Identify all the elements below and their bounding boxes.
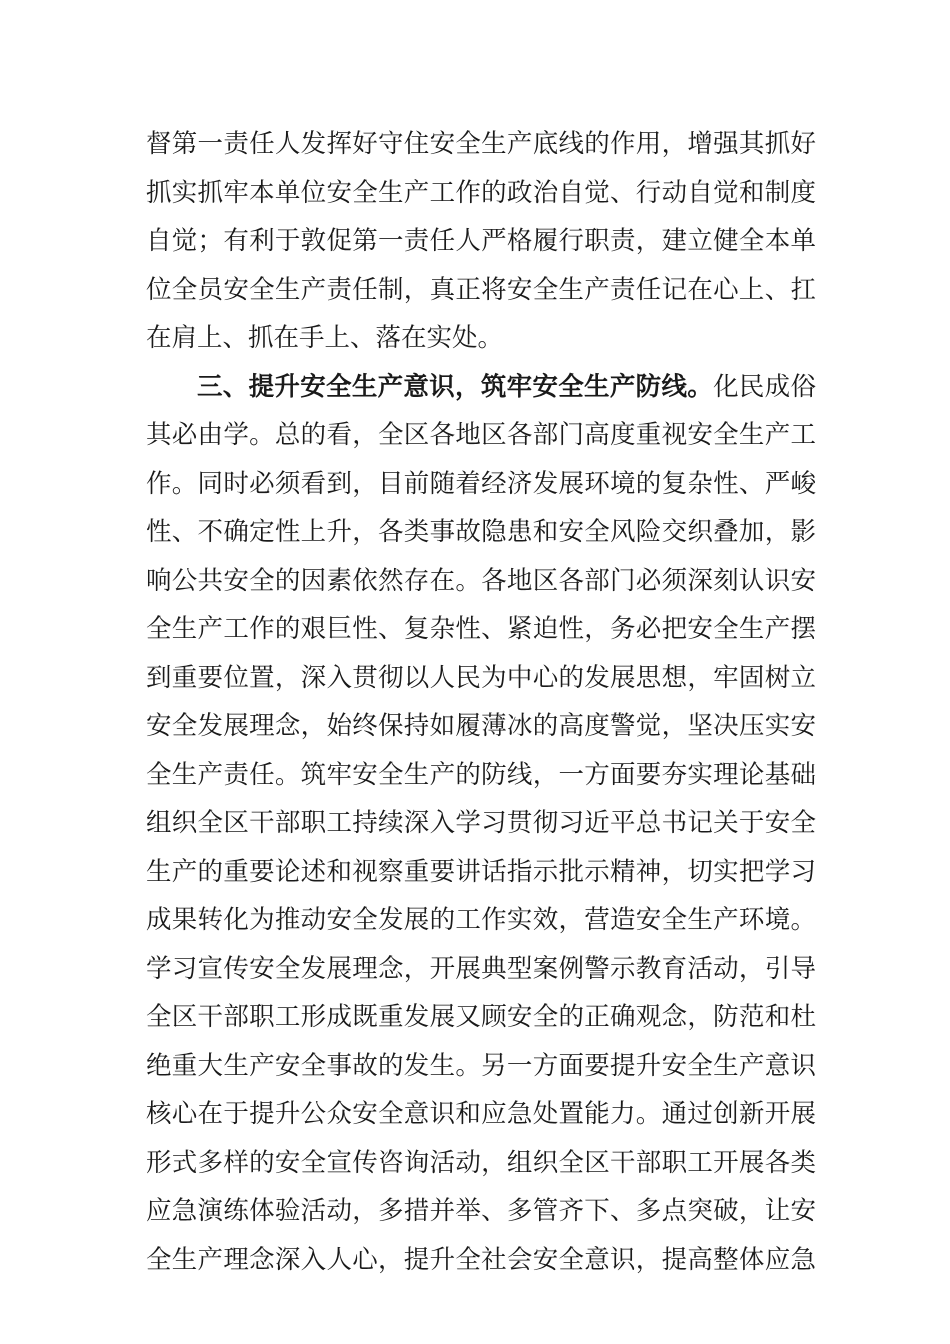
text-line: 核心在于提升公众安全意识和应急处置能力。通过创新开展 [146, 1099, 816, 1129]
text-line: 全生产理念深入人心，提升全社会安全意识，提高整体应急 [146, 1244, 816, 1275]
text-line: 督第一责任人发挥好守住安全生产底线的作用，增强其抓好 [146, 129, 816, 159]
text-line: 自觉；有利于敦促第一责任人严格履行职责，建立健全本单 [146, 226, 816, 256]
text-line: 全生产工作的艰巨性、复杂性、紧迫性，务必把安全生产摆 [146, 614, 816, 644]
text-line: 全生产责任。筑牢安全生产的防线，一方面要夯实理论基础 [146, 759, 816, 790]
paragraph-safety-awareness [146, 363, 816, 1285]
text-line: 在肩上、抓在手上、落在实处。 [146, 323, 504, 353]
text-line: 组织全区干部职工持续深入学习贯彻习近平总书记关于安全 [146, 808, 816, 838]
text-line: 成果转化为推动安全发展的工作实效，营造安全生产环境。 [146, 905, 816, 935]
text-line: 生产的重要论述和视察重要讲话指示批示精神，切实把学习 [146, 856, 816, 887]
text-line: 其必由学。总的看，全区各地区各部门高度重视安全生产工 [146, 420, 816, 450]
text-line: 作。同时必须看到，目前随着经济发展环境的复杂性、严峻 [146, 468, 816, 499]
section-heading: 三、提升安全生产意识，筑牢安全生产防线。 [197, 371, 714, 402]
section-heading-line [146, 363, 816, 412]
text-line: 抓实抓牢本单位安全生产工作的政治自觉、行动自觉和制度 [146, 177, 816, 208]
text-line: 形式多样的安全宣传咨询活动，组织全区干部职工开展各类 [146, 1147, 816, 1178]
body-text [146, 120, 816, 1284]
text-line: 应急演练体验活动，多措并举、多管齐下、多点突破，让安 [146, 1196, 816, 1226]
paragraph-responsibility [146, 120, 816, 363]
text-line: 安全发展理念，始终保持如履薄冰的高度警觉，坚决压实安 [146, 711, 816, 741]
text-line: 位全员安全生产责任制，真正将安全生产责任记在心上、扛 [146, 274, 816, 305]
text-line: 绝重大生产安全事故的发生。另一方面要提升安全生产意识 [146, 1050, 816, 1081]
text-line: 学习宣传安全发展理念，开展典型案例警示教育活动，引导 [146, 953, 816, 984]
text-line: 到重要位置，深入贯彻以人民为中心的发展思想，牢固树立 [146, 662, 816, 693]
text-line: 全区干部职工形成既重发展又顾安全的正确观念，防范和杜 [146, 1002, 816, 1032]
text-line: 响公共安全的因素依然存在。各地区各部门必须深刻认识安 [146, 565, 816, 596]
text-line: 性、不确定性上升，各类事故隐患和安全风险交织叠加，影 [146, 517, 816, 547]
heading-line-rest: 化民成俗 [713, 371, 816, 402]
